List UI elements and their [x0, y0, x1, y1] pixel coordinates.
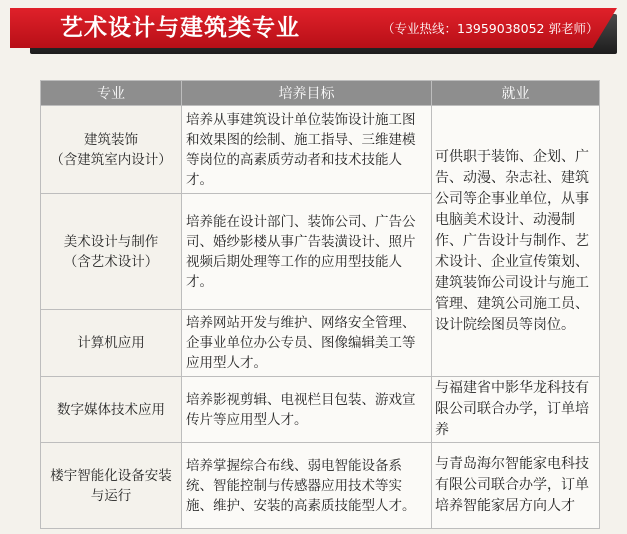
goal-cell: 培养网站开发与维护、网络安全管理、企事业单位办公专员、图像编辑美工等应用型人才。: [182, 310, 432, 377]
shared-employment-cell: 可供职于装饰、企划、广告、动漫、杂志社、建筑公司等企事业单位，从事电脑美术设计、动漫制作、广告设计与制作、艺术设计、企业宣传策划、建筑装饰公司设计与施工管理、建筑公司施工员、设计院绘图员等岗位。: [432, 106, 600, 377]
goal-cell: 培养从事建筑设计单位装饰设计施工图和效果图的绘制、施工指导、三维建模等岗位的高素质劳动者和技术技能人才。: [182, 106, 432, 194]
major-cell: 楼宇智能化设备安装与运行: [41, 443, 182, 529]
hotline-text: （专业热线：13959038052 郭老师）: [382, 21, 599, 36]
goal-cell: 培养能在设计部门、装饰公司、广告公司、婚纱影楼从事广告装潢设计、照片视频后期处理等工作的应用型技能人才。: [182, 194, 432, 310]
major-cell: 建筑装饰 （含建筑室内设计）: [41, 106, 182, 194]
major-cell: 美术设计与制作 （含艺术设计）: [41, 194, 182, 310]
majors-table: [40, 80, 600, 529]
employment-cell: 与青岛海尔智能家电科技有限公司联合办学，订单培养智能家居方向人才: [432, 443, 600, 529]
table-header-row: [41, 81, 600, 106]
table-row: [41, 377, 600, 443]
table-row: [41, 106, 600, 194]
table-row: [41, 443, 600, 529]
major-cell: 数字媒体技术应用: [41, 377, 182, 443]
header-goal: 培养目标: [182, 81, 432, 106]
major-cell: 计算机应用: [41, 310, 182, 377]
page-title: 艺术设计与建筑类专业: [60, 15, 300, 41]
header-major: 专业: [41, 81, 182, 106]
header-banner: [10, 8, 617, 58]
goal-cell: 培养掌握综合布线、弱电智能设备系统、智能控制与传感器应用技术等实施、维护、安装的高素质技能型人才。: [182, 443, 432, 529]
goal-cell: 培养影视剪辑、电视栏目包装、游戏宣传片等应用型人才。: [182, 377, 432, 443]
header-employment: 就业: [432, 81, 600, 106]
employment-cell: 与福建省中影华龙科技有限公司联合办学，订单培养: [432, 377, 600, 443]
